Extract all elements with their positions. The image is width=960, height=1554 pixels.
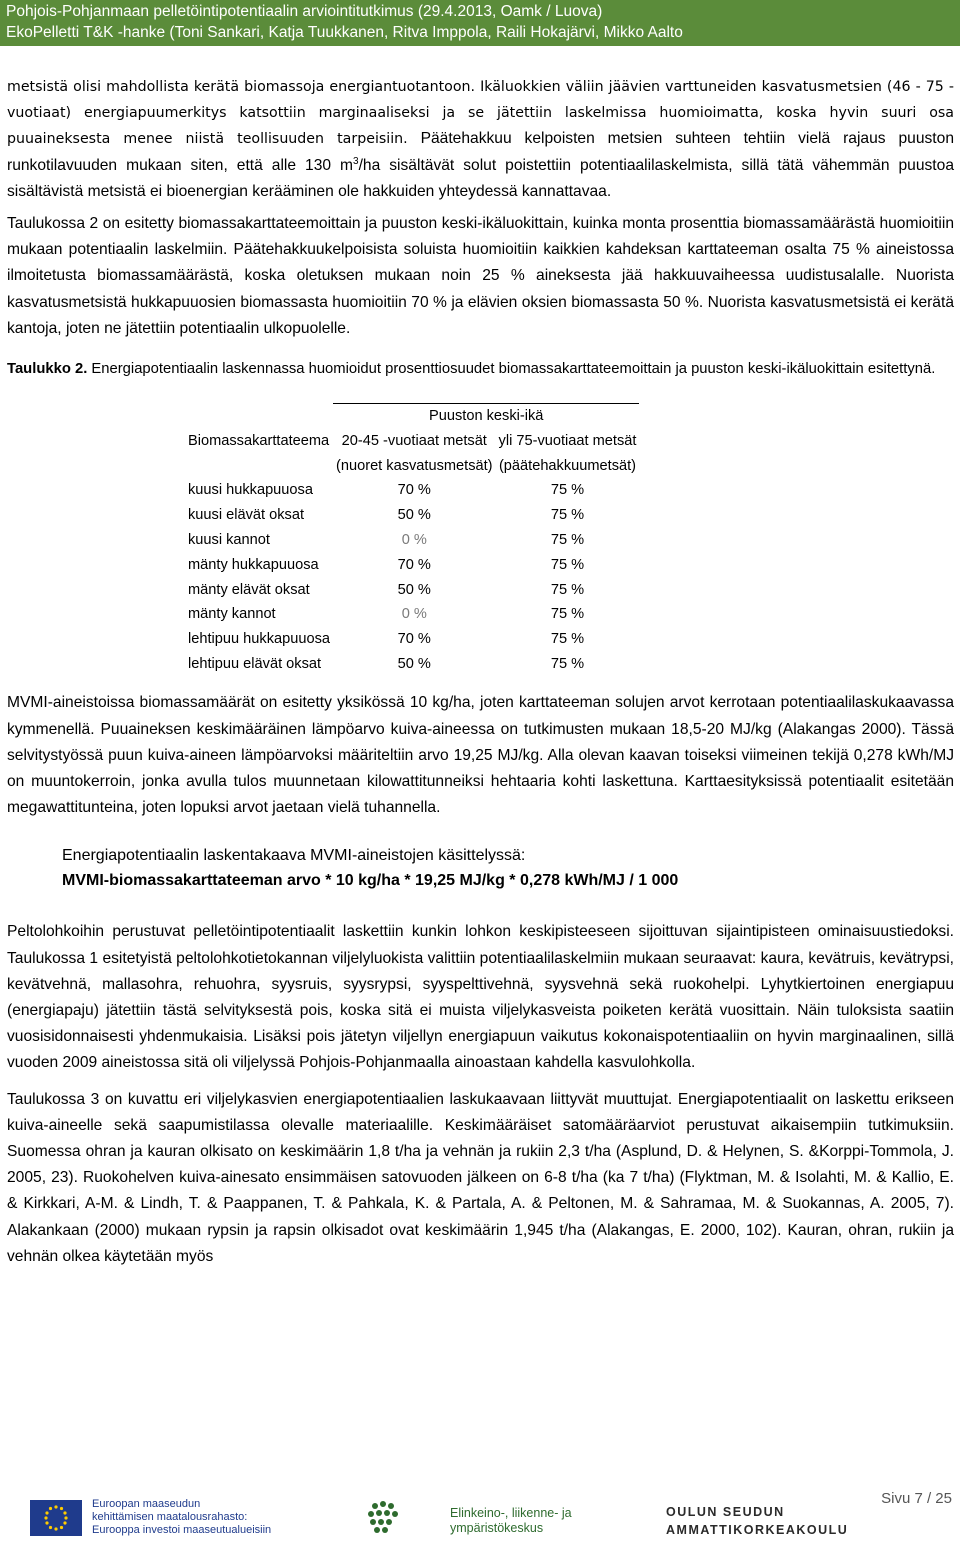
formula-block [62, 843, 954, 893]
eu-flag-icon [30, 1500, 82, 1536]
old-value: 75 % [550, 581, 585, 598]
superscript: 3 [353, 155, 359, 167]
row-name: mänty hukkapuuosa [188, 556, 319, 573]
biomass-table [185, 403, 639, 677]
group-header: Puuston keski-ikä [333, 403, 639, 428]
oamk-line-2: AMMATTIKORKEAKOULU [666, 1523, 849, 1537]
paragraph-3: MVMI-aineistoissa biomassamäärät on esitetty yksikössä 10 kg/ha, joten karttateeman solujen arvot kerrotaan potentiaalilaskukaavassa kymmenellä. Puuaineksen keskimääräinen lämpöarvo kuiva-aineessa on tutkimusten mukaan 18,5-20 MJ/kg (Alakangas 2000). Tässä selvitystyössä puun kuiva-aineen lämpöarvoksi määriteltiin arvo 19,25 MJ/kg. Alla olevan kaavan toiseksi viimeinen tekijä 0,278 kWh/MJ on muuntokerroin, jonka avulla tulos muunnetaan kilowattitunneiksi hehtaaria kohti laskettuna. Karttaesityksissä potentiaalit esitetään megawattitunteina, joten lopuksi arvot jaetaan vielä tuhannella. [7, 694, 954, 817]
caption-label: Taulukko 2. [7, 361, 88, 378]
young-value: 0 % [401, 531, 427, 548]
paragraph-5: Taulukossa 3 on kuvattu eri viljelykasvien energiapotentiaalien laskukaavaan liittyvät muuttujat. Energiapotentiaalit on laskettu erikseen kuiva-aineelle sekä saapumistilassa olevalle materiaalille. Keskimääräiset satomääräarviot perustuvat aikaisempiin tutkimuksiin. Suomessa ohran ja kauran olkisato on keskimäärin 1,8 t/ha ja vehnän ja rukiin 2,3 t/ha (Asplund, D. & Helynen, S. &Korppi-Tommola, J. 2005, 23). Ruokohelven kuiva-ainesato ensimmäisen satovuoden jälkeen on 6-8 t/ha (ka 7 t/ha) (Flyktman, M. & Isolahti, M. & Kallio, E. & Kirkkari, A-M. & Lindh, T. & Paappanen, T. & Pahkala, K. & Partala, A. & Peltonen, M. & Sahramaa, M. & Suokannas, A. 2005, 7). Alakankaan (2000) mukaan rypsin ja rapsin olkisadot ovat keskimäärin 1,945 t/ha (Alakangas, E. 2000, 102). Kauran, ohran, rukiin ja vehnän olkea käytetään myös [7, 1090, 954, 1265]
document-body [7, 74, 954, 1280]
ely-logo-icon [355, 1496, 445, 1540]
paragraph-1-text: metsistä olisi mahdollista kerätä biomassoja energiantuotantoon. Ikäluokkien väliin jäävien varttuneiden kasvatusmetsien (46 - 75 -vuotiaat) energiapuumerkitys katsottiin marginaaliseksi ja se jätettiin laskelmissa huomioimatta, koska hyvin suuri osa puuaineksesta menee niistä teollisuuden tarpeisiin. [7, 79, 954, 148]
table-row [185, 478, 639, 503]
young-value: 0 % [401, 606, 427, 623]
table-row [185, 528, 639, 553]
ely-line-2: ympäristökeskus [450, 1521, 544, 1535]
young-value: 70 % [397, 631, 431, 648]
row-name: kuusi kannot [188, 531, 270, 548]
row-name: lehtipuu elävät oksat [188, 655, 322, 672]
table-row [185, 552, 639, 577]
oamk-logo-text [666, 1503, 848, 1539]
formula-label: Energiapotentiaalin laskentakaava MVMI-aineistojen käsittelyssä: [62, 847, 526, 865]
young-value: 50 % [397, 655, 431, 672]
page-number: Sivu 7 / 25 [881, 1490, 952, 1507]
table-caption [7, 358, 954, 381]
document-header [0, 0, 960, 46]
column-header-young: 20-45 -vuotiaat metsät [341, 432, 487, 449]
paragraph-2: Taulukossa 2 on esitetty biomassakarttateemoittain ja puuston keski-ikäluokittain, kuinka monta prosenttia biomassamäärästä huomioitiin mukaan potentiaalin laskelmiin. Päätehakkuukelpoisista soluista huomioitiin kaikkien kahdeksan karttateeman osalta 75 % aineistossa ilmoitetusta biomassamäärästä, koska oletuksen mukaan noin 25 % aineksesta jää hakkuuvaiheessa uudistusalalle. Nuorista kasvatusmetsistä hukkapuuosien biomassasta huomioitiin 70 % ja elävien oksien biomassasta 50 %. Nuorista kasvatusmetsistä ei kerätä kantoja, joten ne jätettiin potentiaalin ulkopuolelle. [7, 215, 954, 337]
old-value: 75 % [550, 531, 585, 548]
paragraph-1c-text: /ha sisältävät solut poistettiin potentiaalilaskelmista, sillä tätä vähemmän puustoa sisältävistä metsistä ei bioenergian kerääminen ole hakkuiden yhteydessä kannattavaa. [7, 156, 954, 200]
old-value: 75 % [550, 606, 585, 623]
old-value: 75 % [550, 482, 585, 499]
document-footer [0, 1470, 960, 1554]
table-row [185, 627, 639, 652]
old-value: 75 % [550, 556, 585, 573]
column-header-theme: Biomassakarttateema [188, 432, 330, 449]
table-row [185, 602, 639, 627]
old-value: 75 % [550, 507, 585, 524]
header-title: Pohjois-Pohjanmaan pelletöintipotentiaalin arviointitutkimus (29.4.2013, Oamk / Luova) [6, 3, 603, 20]
table-row [185, 577, 639, 602]
row-name: kuusi elävät oksat [188, 507, 305, 524]
ely-line-1: Elinkeino-, liikenne- ja [450, 1506, 572, 1520]
row-name: lehtipuu hukkapuuosa [188, 631, 330, 648]
paragraph-1b-text: Päätehakkuu kelpoisten metsien suhteen tehtiin vielä rajaus puuston runkotilavuuden mukaan siten, että alle 130 m [7, 130, 954, 174]
column-subheader-young: (nuoret kasvatusmetsät) [336, 457, 493, 474]
column-header-old: yli 75-vuotiaat metsät [498, 432, 637, 449]
formula: MVMI-biomassakarttateeman arvo * 10 kg/ha * 19,25 MJ/kg * 0,278 kWh/MJ / 1 000 [62, 872, 679, 890]
eu-line-2: kehittämisen maatalousrahasto: [92, 1511, 248, 1523]
oamk-line-1: OULUN SEUDUN [666, 1505, 785, 1519]
eu-line-1: Euroopan maaseudun [92, 1498, 201, 1510]
row-name: mänty kannot [188, 606, 276, 623]
table-row [185, 503, 639, 528]
old-value: 75 % [550, 655, 585, 672]
paragraph-4: Peltolohkoihin perustuvat pelletöintipotentiaalit laskettiin kunkin lohkon keskipisteeseen sijoittuvan sijaintipisteen ominaisuustiedoksi. Taulukossa 1 esitetyistä peltolohkotietokannan viljelyluokista valittiin potentiaalilaskelmiin mukaan seuraavat: kaura, kevätruis, kevätrypsi, kevätvehnä, mallasohra, rehuohra, syysruis, syysrypsi, syyspelttivehnä, syysvehnä sekä ruokohelpi. Lyhytkiertoinen energiapuu (energiapaju) jätettiin tästä selvityksestä pois, koska sitä ei muista viljelykasveista poiketen kerätä vuosittain. Näin tuloksista saatiin vuosisidonnaisesti yhdenmukaisia. Lisäksi pois jätetyn viljellyn energiapuun vaikutus kokonaispotentiaaliin on hyvin marginaalinen, sillä vuoden 2009 aineistossa sitä oli viljelyssä Pohjois-Pohjanmaalla ainoastaan kahdella kasvulohkolla. [7, 923, 954, 1072]
young-value: 50 % [397, 507, 431, 524]
row-name: kuusi hukkapuuosa [188, 482, 313, 499]
paragraph-1 [7, 74, 954, 205]
table-row [185, 652, 639, 677]
eu-line-3: Eurooppa investoi maaseutualueisiin [92, 1524, 272, 1536]
row-name: mänty elävät oksat [188, 581, 310, 598]
column-subheader-old: (päätehakkuumetsät) [498, 457, 637, 474]
old-value: 75 % [550, 631, 585, 648]
young-value: 50 % [397, 581, 431, 598]
caption-text: Energiapotentiaalin laskennassa huomioidut prosenttiosuudet biomassakarttateemoittain ja puuston keski-ikäluokittain esitettynä. [87, 361, 936, 378]
header-project: EkoPelletti T&K -hanke (Toni Sankari, Katja Tuukkanen, Ritva Imppola, Raili Hokajärvi, Mikko Aalto [6, 24, 683, 41]
young-value: 70 % [397, 556, 431, 573]
young-value: 70 % [397, 482, 431, 499]
eu-logo-text [92, 1498, 271, 1537]
ely-logo-text [450, 1506, 572, 1536]
